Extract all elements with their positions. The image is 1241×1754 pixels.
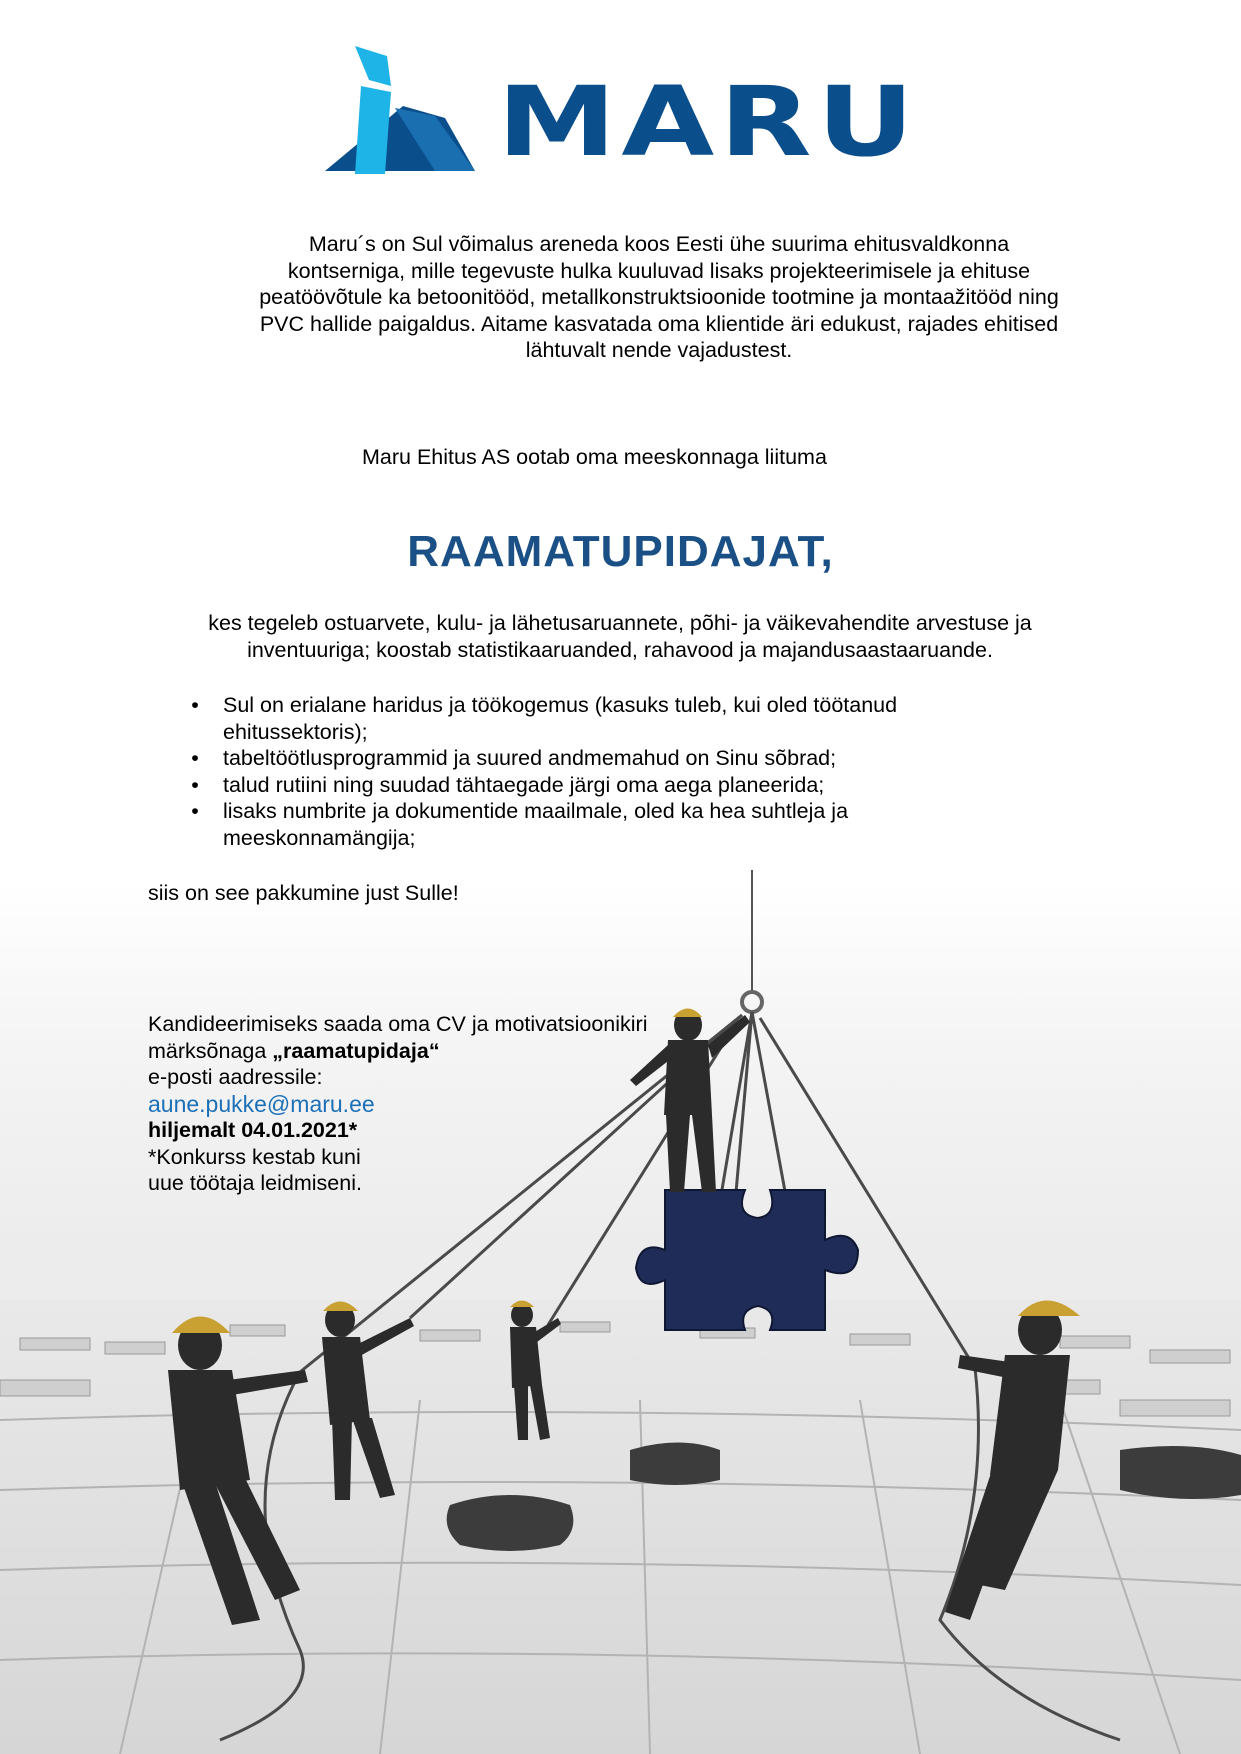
- maru-logo: [325, 46, 925, 176]
- note-line: uue töötaja leidmiseni.: [148, 1171, 362, 1195]
- requirement-text: lisaks numbrite ja dokumentide maailmale, oled ka hea suhtleja ja meeskonnamängija;: [223, 799, 849, 850]
- keyword-prefix: märksõnaga: [148, 1038, 273, 1063]
- position-description: kes tegeleb ostuarvete, kulu- ja lähetusaruannete, põhi- ja väikevahendite arvestuse ja inventuuriga; koostab statistikaaruanded, rahavood ja majandusaastaaruande.: [208, 611, 1032, 662]
- closing-text: siis on see pakkumine just Sulle!: [148, 881, 459, 905]
- company-intro: Maru´s on Sul võimalus areneda koos Eesti ühe suurima ehitusvaldkonna kontserniga, mille tegevuste hulka kuuluvad lisaks projekteerimisele ja ehituse peatöövõtule ka betoonitööd, metallkonstruktsioonide tootmine ja montaažitööd ning PVC hallide paigaldus. Aitame kasvatada oma klientide äri edukust, rajades ehitised lähtuvalt nende vajadustest.: [259, 232, 1059, 362]
- invite-text: Maru Ehitus AS ootab oma meeskonnaga liituma: [362, 445, 827, 469]
- list-item: [191, 798, 983, 851]
- application-keyword-line: [148, 1038, 708, 1065]
- note-line: *Konkurss kestab kuni: [148, 1144, 361, 1169]
- requirement-text: talud rutiini ning suudad tähtaegade järgi oma aega planeerida;: [223, 772, 825, 797]
- email-label: e-posti aadressile:: [148, 1065, 323, 1089]
- bullet-icon: •: [191, 746, 199, 770]
- position-title: RAAMATUPIDAJAT,: [407, 527, 834, 576]
- email-link[interactable]: aune.pukke@maru.ee: [148, 1090, 375, 1117]
- list-item: [191, 745, 983, 772]
- bullet-icon: •: [191, 799, 199, 823]
- requirement-text: Sul on erialane haridus ja töökogemus (kasuks tuleb, kui oled töötanud ehitussektoris);: [223, 693, 898, 744]
- list-item: [191, 692, 983, 745]
- requirement-text: tabeltöötlusprogrammid ja suured andmemahud on Sinu sõbrad;: [223, 746, 837, 770]
- brand-wordmark: MARU: [497, 66, 920, 178]
- deadline: hiljemalt 04.01.2021*: [148, 1118, 358, 1142]
- maru-emblem-icon: [325, 46, 495, 176]
- bullet-icon: •: [191, 693, 199, 717]
- requirements-list: [191, 692, 983, 851]
- application-keyword: „raamatupidaja“: [272, 1038, 440, 1063]
- bullet-icon: •: [191, 772, 199, 797]
- list-item: [191, 772, 983, 799]
- application-info: [148, 1011, 708, 1197]
- application-instruction: Kandideerimiseks saada oma CV ja motivatsioonikiri: [148, 1012, 648, 1036]
